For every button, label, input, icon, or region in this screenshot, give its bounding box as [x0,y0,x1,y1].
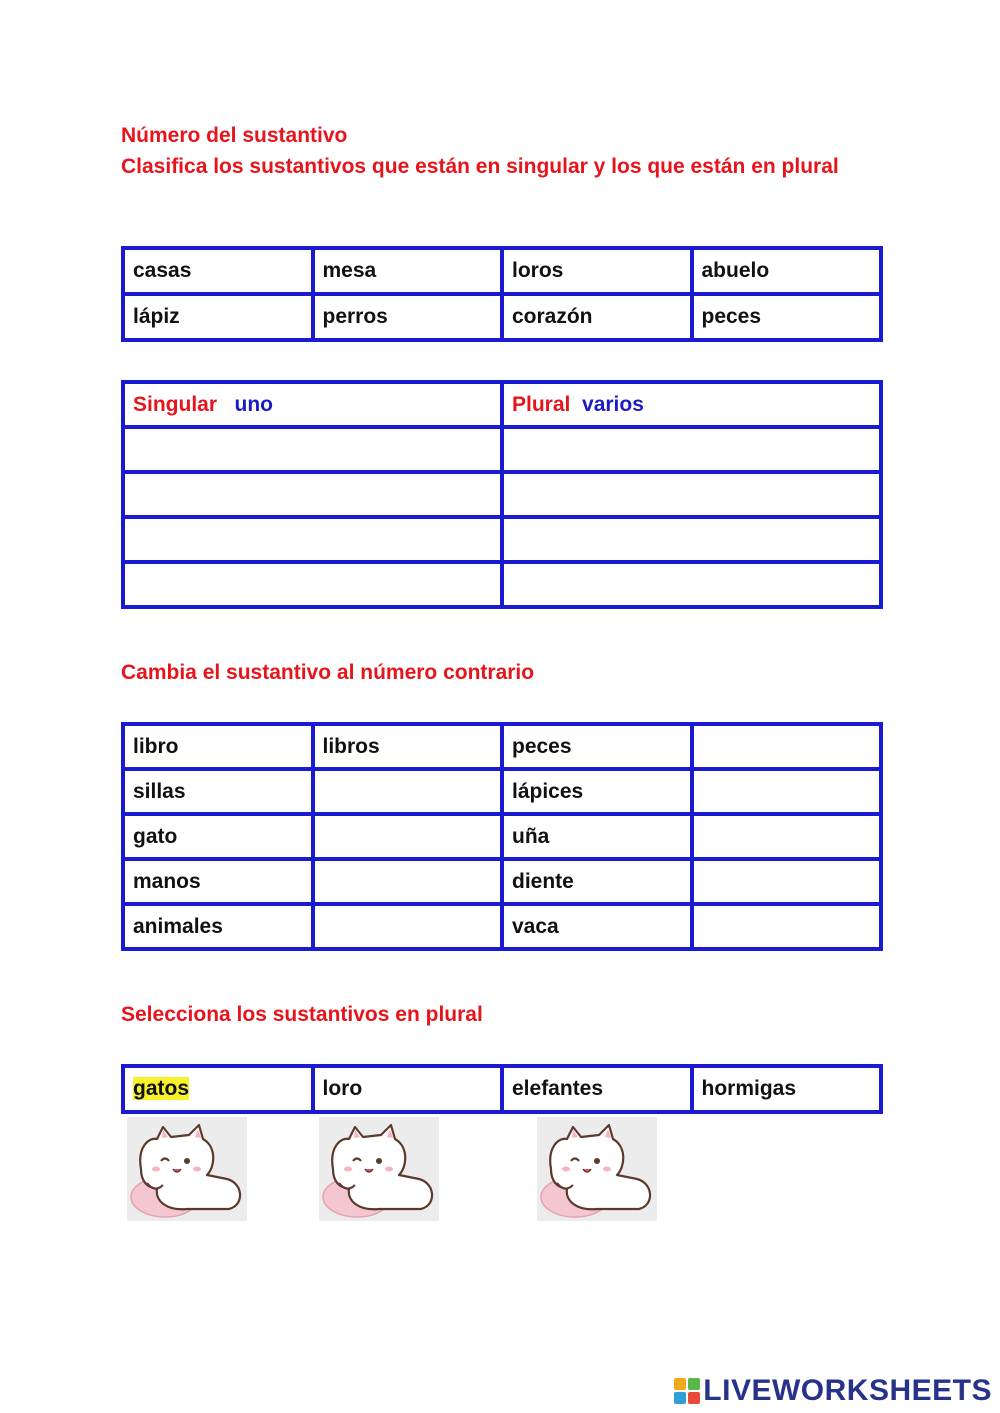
classify-table [121,380,883,609]
table-row [123,904,881,949]
cat-sticker[interactable] [319,1117,439,1221]
table-row [123,1066,881,1112]
word-cell: corazón [502,294,692,340]
change-heading: Cambia el sustantivo al número contrario [121,661,535,684]
page-title: Número del sustantivo [121,124,348,147]
word-cell: manos [123,859,313,904]
plural-hint: varios [582,392,644,416]
answer-cell[interactable] [313,904,503,949]
singular-answer-cell[interactable] [123,562,502,607]
word-cell: uña [502,814,692,859]
singular-answer-cell[interactable] [123,472,502,517]
word-cell: abuelo [692,248,882,294]
singular-answer-cell[interactable] [123,427,502,472]
table-row [123,769,881,814]
liveworksheets-brand [674,1374,992,1412]
answer-cell[interactable] [692,814,882,859]
answer-cell[interactable] [692,769,882,814]
plural-label: Plural [512,392,571,416]
singular-answer-cell[interactable] [123,517,502,562]
option-cell-gatos[interactable] [123,1066,313,1112]
cat-sticker[interactable] [537,1117,657,1221]
table-row [123,248,881,294]
plural-header [502,382,881,427]
word-cell: diente [502,859,692,904]
answer-cell[interactable] [313,859,503,904]
table-row [123,517,881,562]
liveworksheets-logo-icon [674,1378,700,1412]
answer-cell[interactable] [313,769,503,814]
answer-cell[interactable]: libros [313,724,503,769]
table-row [123,472,881,517]
word-cell: mesa [313,248,503,294]
singular-hint: uno [234,392,274,416]
table-row [123,814,881,859]
title-block [121,120,901,182]
select-plural-table [121,1064,883,1114]
plural-answer-cell[interactable] [502,517,881,562]
cat-icon [537,1117,657,1221]
table-row [123,294,881,340]
word-cell: casas [123,248,313,294]
word-cell: vaca [502,904,692,949]
word-cell: peces [502,724,692,769]
answer-cell[interactable] [692,904,882,949]
cat-icon [127,1117,247,1221]
brand-text: LIVEWORKSHEETS [703,1374,992,1407]
option-cell-hormigas[interactable]: hormigas [692,1066,882,1112]
table-row [123,859,881,904]
cat-sticker[interactable] [127,1117,247,1221]
word-cell: loros [502,248,692,294]
instruction-text: Clasifica los sustantivos que están en singular y los que están en plural [121,155,839,178]
select-heading: Selecciona los sustantivos en plural [121,1003,483,1026]
plural-answer-cell[interactable] [502,427,881,472]
table-row [123,427,881,472]
word-cell: gato [123,814,313,859]
option-label: gatos [133,1077,190,1100]
answer-cell[interactable] [313,814,503,859]
answer-cell[interactable] [692,724,882,769]
word-cell: lápices [502,769,692,814]
table-row [123,724,881,769]
word-cell: animales [123,904,313,949]
table-row [123,562,881,607]
word-bank-table [121,246,883,342]
plural-answer-cell[interactable] [502,472,881,517]
option-cell-elefantes[interactable]: elefantes [502,1066,692,1112]
change-number-table [121,722,883,951]
singular-header [123,382,502,427]
word-cell: peces [692,294,882,340]
singular-label: Singular [133,392,218,416]
word-cell: perros [313,294,503,340]
answer-cell[interactable] [692,859,882,904]
cat-icon [319,1117,439,1221]
word-cell: lápiz [123,294,313,340]
word-cell: sillas [123,769,313,814]
table-header-row [123,382,881,427]
plural-answer-cell[interactable] [502,562,881,607]
option-cell-loro[interactable]: loro [313,1066,503,1112]
word-cell: libro [123,724,313,769]
